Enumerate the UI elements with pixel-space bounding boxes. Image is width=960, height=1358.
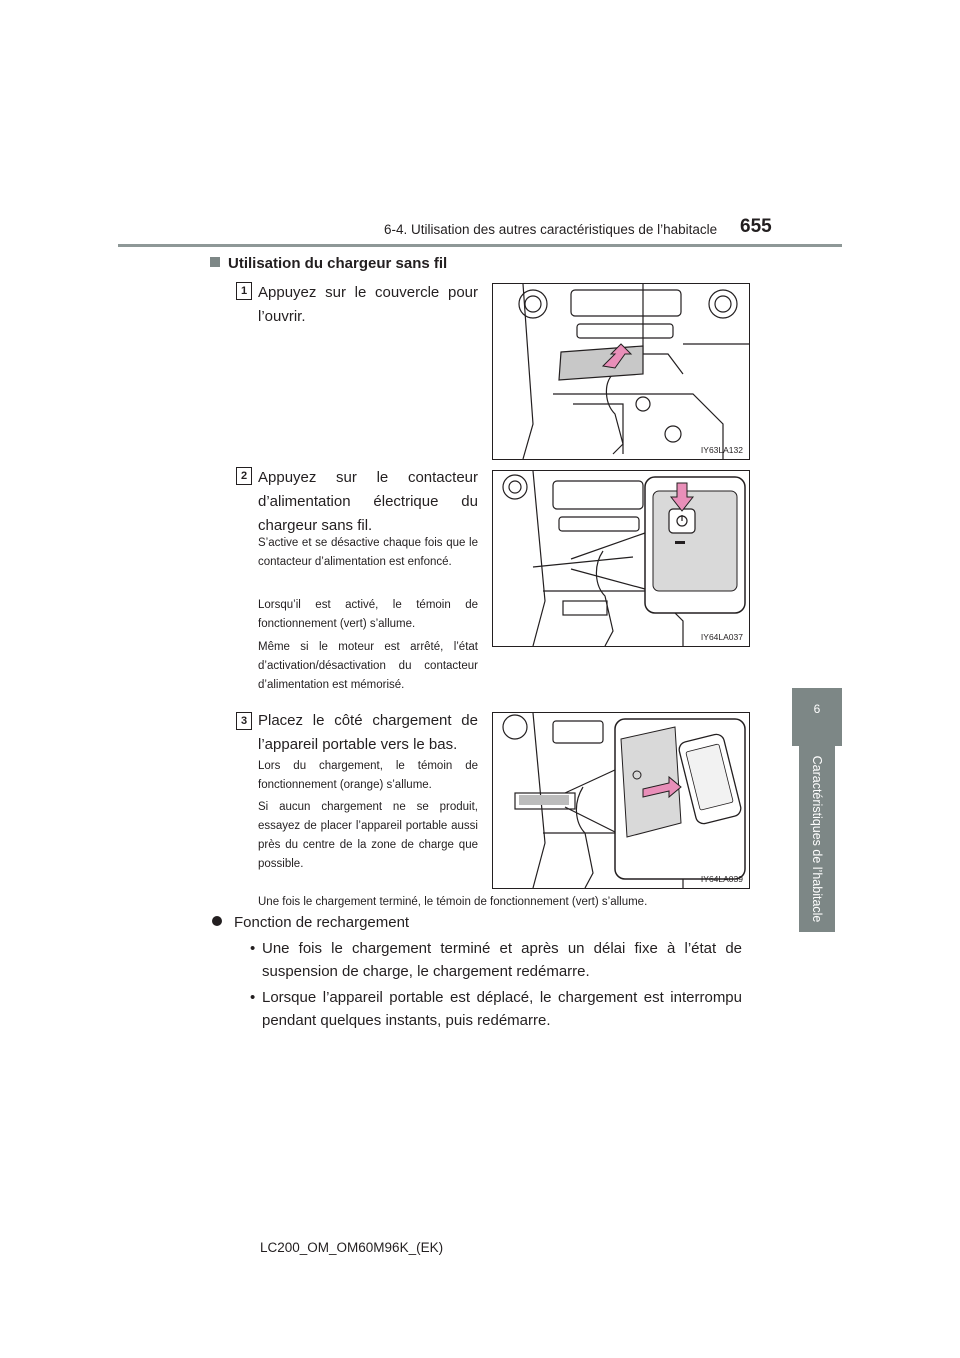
power-switch-illustration (493, 471, 749, 646)
running-header-section: 6-4. Utilisation des autres caractéristiques de l’habitacle (384, 222, 718, 237)
step-3-note-2: Si aucun chargement ne se produit, essayez de placer l’appareil portable aussi près du centre de la zone de charge que possible. (258, 801, 478, 870)
document-code-footer: LC200_OM_OM60M96K_(EK) (260, 1240, 444, 1255)
step-2-note-2: Lorsqu’il est activé, le témoin de fonctionnement (vert) s’allume. (258, 599, 478, 630)
header-rule (118, 244, 842, 247)
figure-step-2 (492, 470, 750, 647)
dot-marker-icon: • (250, 989, 256, 1006)
step-number-1: 1 (236, 282, 252, 300)
figure-code-2: IY64LA037 (700, 632, 743, 642)
recharge-title-text: Fonction de rechargement (234, 914, 410, 931)
page-number: 655 (740, 216, 772, 237)
chapter-title: Caractéristiques de l’habitacle (810, 755, 824, 923)
recharge-item-1 (250, 937, 742, 983)
chapter-number-tab: 6 (792, 688, 842, 746)
after-steps-note: Une fois le chargement terminé, le témoin de fonctionnement (vert) s’allume. (258, 896, 648, 908)
recharge-item-2-text: Lorsque l’appareil portable est déplacé, le chargement est interrompu pendant quelques instants, puis redémarre. (262, 989, 742, 1029)
figure-step-1 (492, 283, 750, 460)
step-2-note-3: Même si le moteur est arrêté, l’état d’activation/désactivation du contacteur d’alimentation est mémorisé. (258, 641, 478, 691)
recharge-item-2 (250, 986, 742, 1032)
figure-code-1: IY63LA132 (700, 445, 743, 455)
figure-code-3: IY64LA039 (700, 874, 743, 884)
figure-step-3 (492, 712, 750, 889)
phone-placement-illustration (493, 713, 749, 888)
console-cover-illustration (493, 284, 749, 459)
step-3-note-1: Lors du chargement, le témoin de fonctionnement (orange) s’allume. (258, 760, 478, 791)
step-2-note-1: S’active et se désactive chaque fois que le contacteur d’alimentation est enfoncé. (258, 537, 478, 568)
step-1-text: Appuyez sur le couvercle pour l’ouvrir. (258, 284, 478, 325)
recharge-item-1-text: Une fois le chargement terminé et après un délai fixe à l’état de suspension de charge, le chargement redémarre. (262, 940, 742, 980)
round-bullet-icon (212, 916, 222, 926)
step-number-3: 3 (236, 712, 252, 730)
section-title (210, 255, 447, 272)
chapter-title-tab (799, 746, 835, 932)
step-2-text: Appuyez sur le contacteur d’alimentation électrique du chargeur sans fil. (258, 469, 478, 534)
step-number-2: 2 (236, 467, 252, 485)
step-3-text: Placez le côté chargement de l’appareil portable vers le bas. (258, 712, 478, 753)
square-bullet-icon (210, 257, 220, 267)
section-title-text: Utilisation du chargeur sans fil (228, 255, 448, 272)
dot-marker-icon: • (250, 940, 256, 957)
recharge-title (212, 914, 409, 931)
